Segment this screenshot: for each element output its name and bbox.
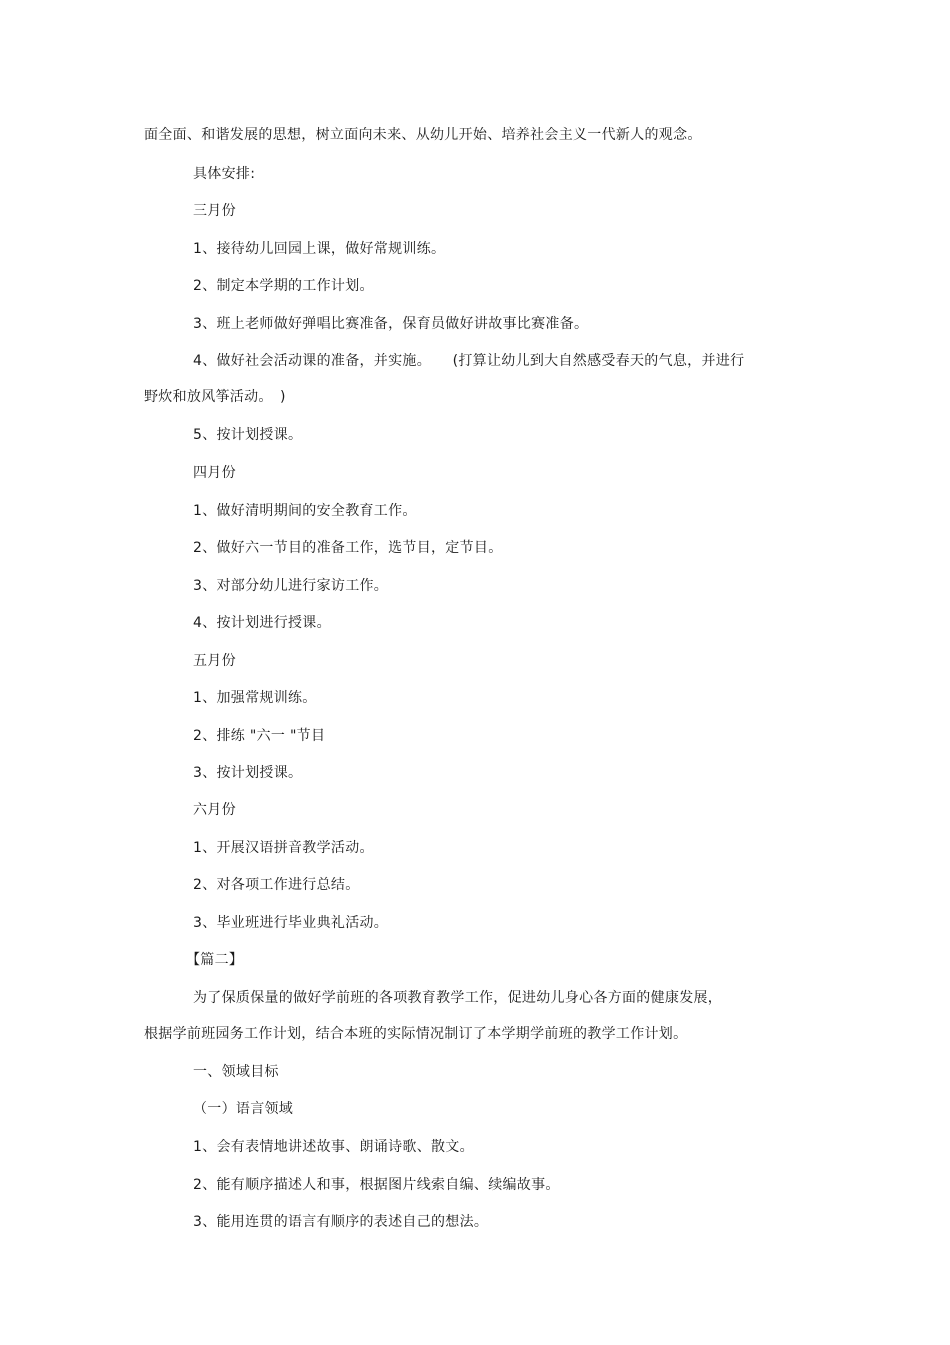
- list-item: 1、开展汉语拼音教学活动。: [193, 840, 374, 856]
- text-line: 野炊和放风筝活动。 ): [144, 389, 286, 405]
- list-item: 2、对各项工作进行总结。: [193, 877, 360, 893]
- section-heading-part-two: 【篇二】: [186, 952, 244, 968]
- text-line: 面全面、和谐发展的思想，树立面向未来、从幼儿开始、培养社会主义一代新人的观念。: [144, 127, 702, 143]
- text-line: 为了保质保量的做好学前班的各项教育教学工作，促进幼儿身心各方面的健康发展，: [193, 990, 723, 1006]
- section-heading-april: 四月份: [193, 465, 236, 481]
- list-item: 1、接待幼儿回园上课，做好常规训练。: [193, 241, 446, 257]
- list-item: 3、对部分幼儿进行家访工作。: [193, 578, 389, 594]
- list-item: 1、加强常规训练。: [193, 690, 317, 706]
- list-item: 2、能有顺序描述人和事，根据图片线索自编、续编故事。: [193, 1177, 560, 1193]
- list-item: 4、做好社会活动课的准备，并实施。 (打算让幼儿到大自然感受春天的气息，并进行: [193, 353, 745, 369]
- list-item: 3、按计划授课。: [193, 765, 303, 781]
- list-item: 2、做好六一节目的准备工作，选节目，定节目。: [193, 540, 503, 556]
- section-heading-goals: 一、领域目标: [193, 1064, 279, 1080]
- subsection-heading-language: （一）语言领域: [193, 1101, 294, 1117]
- list-item: 3、能用连贯的语言有顺序的表述自己的想法。: [193, 1214, 489, 1230]
- section-heading-march: 三月份: [193, 203, 236, 219]
- list-item: 1、会有表情地讲述故事、朗诵诗歌、散文。: [193, 1139, 474, 1155]
- list-item: 2、排练 "六一 "节目: [193, 728, 326, 744]
- section-heading-may: 五月份: [193, 653, 236, 669]
- list-item: 2、制定本学期的工作计划。: [193, 278, 374, 294]
- list-item: 4、按计划进行授课。: [193, 615, 331, 631]
- text-line: 具体安排:: [193, 166, 256, 182]
- list-item: 1、做好清明期间的安全教育工作。: [193, 503, 417, 519]
- list-item: 3、班上老师做好弹唱比赛准备，保育员做好讲故事比赛准备。: [193, 316, 589, 332]
- section-heading-june: 六月份: [193, 802, 236, 818]
- text-line: 根据学前班园务工作计划，结合本班的实际情况制订了本学期学前班的教学工作计划。: [144, 1026, 688, 1042]
- list-item: 3、毕业班进行毕业典礼活动。: [193, 915, 389, 931]
- list-item: 5、按计划授课。: [193, 427, 303, 443]
